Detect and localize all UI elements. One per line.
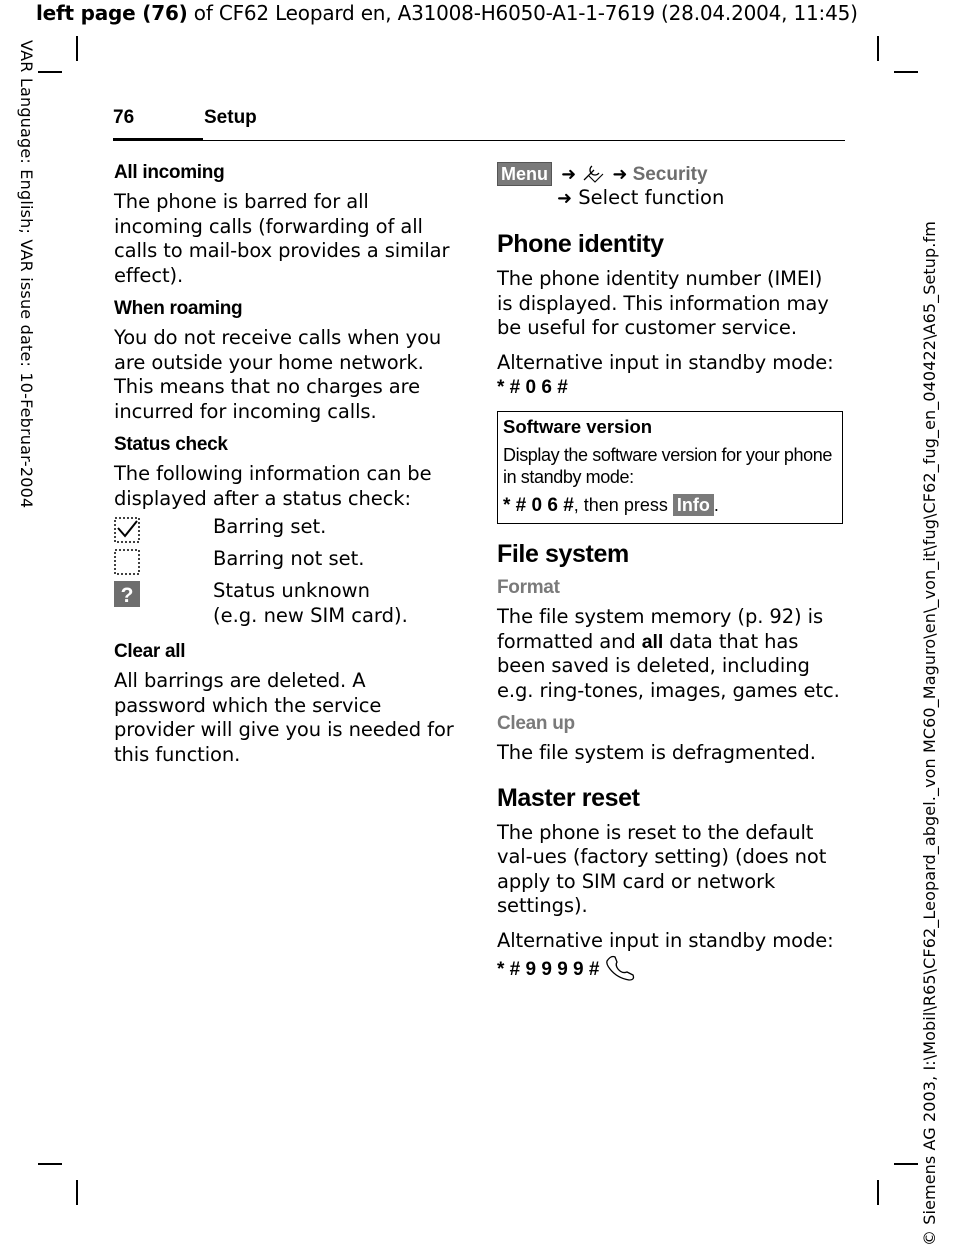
print-header-rest: of CF62 Leopard en, A31008-H6050-A1-1-7619 (28.04.2004, 11:45) (187, 1, 858, 25)
all-incoming-text: The phone is barred for all incoming calls (forwarding of all calls to mail-box provides a similar effect). (114, 190, 450, 287)
master-reset-text: The phone is reset to the default val-ues (factory setting) (does not apply to SIM card or network settings). (497, 820, 827, 917)
format-text-part2: data that has been saved is deleted, including e.g. ring-tones, images, games etc. (497, 629, 840, 702)
svg-text:?: ? (120, 584, 134, 607)
format-text-bold: all (641, 630, 664, 653)
master-reset-keys: * # 9 9 9 9 # (497, 959, 600, 980)
left-margin-info (14, 40, 34, 510)
crop-mark (76, 1180, 78, 1205)
status-item (114, 579, 459, 639)
page-title: Setup (204, 107, 257, 128)
software-version-keys: * # 0 6 # (503, 495, 574, 516)
status-unknown-line2: (e.g. new SIM card). (213, 603, 408, 627)
header-rule-accent (113, 138, 203, 141)
right-margin-info (920, 190, 946, 1246)
master-reset-heading: Master reset (497, 783, 640, 812)
checkbox-checked-icon (114, 517, 140, 543)
section-clear-all (114, 641, 459, 767)
when-roaming-heading: When roaming (114, 298, 243, 319)
master-reset-alt-label: Alternative input in standby mode: (497, 928, 834, 952)
select-function-label: Select function (578, 186, 725, 209)
right-margin-text: © Siemens AG 2003, I:\Mobil\R65\CF62_Leopard_abgel._von MC60_Maguro\en\_von_it\fug\CF62_fug_en_040422\A65_Setup.fm (920, 221, 939, 1246)
crop-mark (894, 71, 918, 73)
section-when-roaming (114, 298, 459, 424)
status-item-label: Barring not set. (213, 547, 365, 570)
menu-key: Menu (497, 162, 552, 186)
phone-identity-alt-label: Alternative input in standby mode: (497, 350, 834, 374)
software-version-box (497, 411, 843, 524)
wrench-icon (581, 162, 607, 184)
cleanup-heading: Clean up (497, 713, 575, 734)
phone-identity-keys: * # 0 6 # (497, 377, 568, 398)
print-header-bold: left page (76) (36, 1, 188, 25)
question-mark-icon (114, 581, 140, 607)
clear-all-text: All barrings are deleted. A password which the service provider will give you is needed for this function. (114, 669, 454, 766)
when-roaming-text: You do not receive calls when you are outside your home network. This means that no charges are incurred for incoming calls. (114, 326, 442, 423)
crop-mark (76, 36, 78, 61)
clear-all-heading: Clear all (114, 641, 186, 662)
crop-mark (38, 71, 62, 73)
print-header (36, 0, 858, 26)
file-system-heading: File system (497, 540, 629, 568)
call-key-icon (605, 953, 641, 981)
crop-mark (894, 1163, 918, 1165)
format-text-part1: The file system memory (p. 92) is formatted and (497, 605, 824, 653)
left-margin-text: VAR Language: English; VAR issue date: 10-Februar-2004 (17, 40, 36, 509)
section-file-system (497, 540, 843, 766)
software-version-then: , then press (573, 495, 673, 515)
arrow-icon: ➜ (612, 164, 628, 185)
status-check-heading: Status check (114, 434, 228, 455)
software-version-end: . (713, 495, 719, 515)
crop-mark (877, 36, 879, 61)
header-rule (113, 140, 845, 141)
left-column (114, 162, 459, 777)
info-key: Info (673, 494, 714, 516)
format-heading: Format (497, 577, 560, 598)
status-check-text: The following information can be displayed after a status check: (114, 462, 432, 510)
phone-identity-text: The phone identity number (IMEI) is displayed. This information may be useful for customer service. (497, 267, 829, 339)
section-master-reset (497, 784, 843, 982)
arrow-icon: ➜ (557, 188, 573, 209)
section-status-check (114, 434, 459, 639)
status-item-label: Barring set. (213, 515, 327, 538)
checkbox-empty-icon (114, 549, 140, 575)
arrow-icon: ➜ (561, 164, 577, 185)
crop-mark (38, 1163, 62, 1165)
cleanup-text: The file system is defragmented. (497, 741, 816, 764)
status-unknown-line1: Status unknown (213, 579, 370, 602)
software-version-text: Display the software version for your phone in standby mode: (503, 445, 832, 487)
format-text (497, 605, 843, 703)
page-number: 76 (113, 107, 135, 128)
status-item-label (213, 579, 408, 628)
right-column (497, 162, 843, 981)
section-all-incoming (114, 162, 459, 288)
security-label: Security (632, 164, 708, 185)
crop-mark (877, 1180, 879, 1205)
status-item (114, 547, 459, 579)
status-item (114, 515, 459, 547)
navigation-path (497, 162, 843, 210)
section-phone-identity (497, 230, 843, 399)
software-version-title: Software version (503, 416, 653, 437)
all-incoming-heading: All incoming (114, 162, 225, 183)
phone-identity-heading: Phone identity (497, 230, 664, 258)
